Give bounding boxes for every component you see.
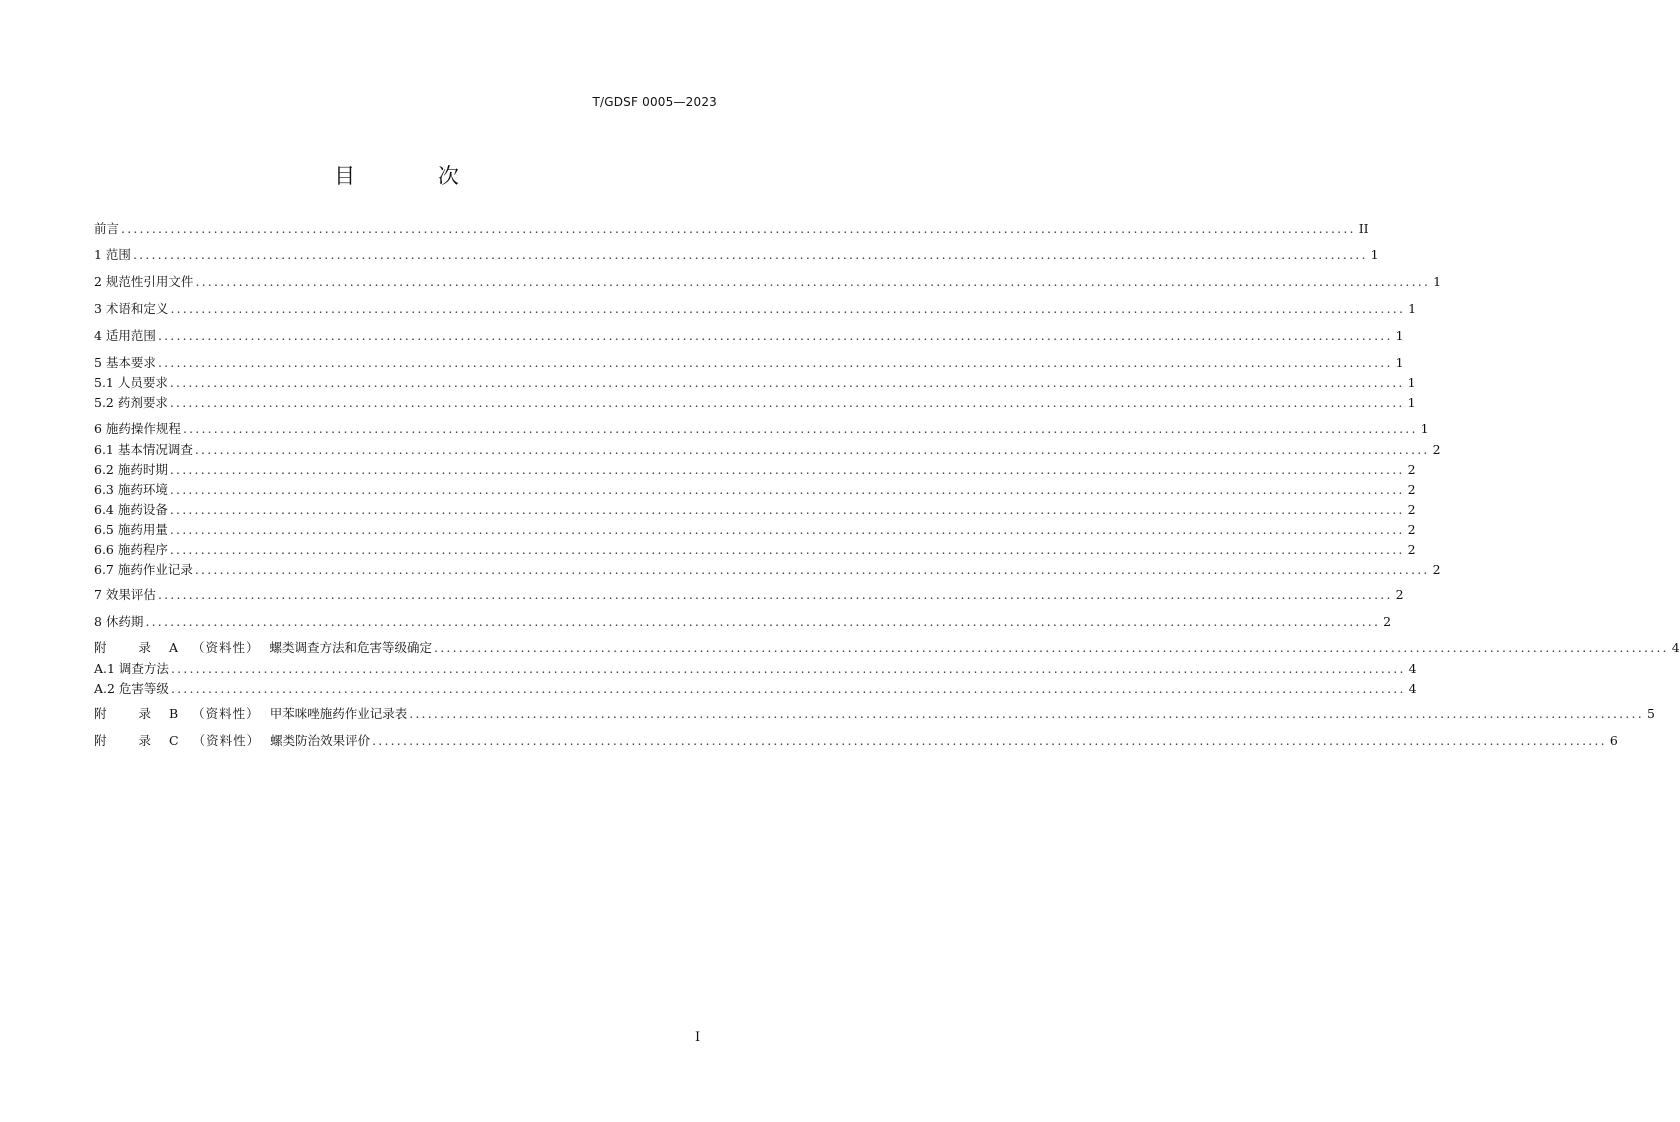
toc-entry-label: 4 适用范围: [94, 328, 156, 343]
toc-entry-label: [94, 732, 372, 750]
toc-entry-page: 1: [1433, 274, 1442, 289]
toc-entry-6-5[interactable]: [94, 521, 1416, 539]
toc-leader-dots: ........................................................................................................................................................................................................: [170, 681, 1406, 696]
toc-entry-6-4[interactable]: [94, 501, 1416, 519]
toc-entry-6-2[interactable]: [94, 461, 1416, 479]
toc-entry-label: 6.2 施药时期: [94, 462, 168, 477]
toc-entry-a-2[interactable]: [94, 680, 1417, 698]
toc-entry-page: 1: [1407, 395, 1416, 410]
toc-entry-label: 6.4 施药设备: [94, 502, 168, 517]
toc-leader-dots: ........................................................................................................................................................................................................: [169, 542, 1405, 557]
annex-title: 螺类防治效果评价: [270, 733, 371, 748]
toc-entry-7[interactable]: [94, 586, 1404, 604]
toc-entry-6-1[interactable]: [94, 441, 1441, 459]
toc-entry-5-1[interactable]: [94, 374, 1416, 392]
toc-entry-6-6[interactable]: [94, 541, 1416, 559]
toc-entry-page: 1: [1395, 328, 1404, 343]
toc-leader-dots: ........................................................................................................................................................................................................: [157, 355, 1393, 370]
annex-prefix: 附 录: [94, 733, 165, 748]
toc-entry-label: 2 规范性引用文件: [94, 274, 194, 289]
toc-entry-label: 6.7 施药作业记录: [94, 562, 193, 577]
toc-entry-page: 1: [1395, 355, 1404, 370]
toc-leader-dots: ........................................................................................................................................................................................................: [169, 462, 1405, 477]
toc-entry-page: 1: [1370, 247, 1379, 262]
toc-leader-dots: ........................................................................................................................................................................................................: [170, 661, 1406, 676]
annex-type: （资料性）: [192, 640, 260, 655]
toc-entry-label: 6.6 施药程序: [94, 542, 168, 557]
toc-entry-page: 2: [1407, 502, 1416, 517]
toc-leader-dots: ........................................................................................................................................................................................................: [182, 421, 1418, 436]
toc-entry-page: 1: [1420, 421, 1429, 436]
toc-leader-dots: ........................................................................................................................................................................................................: [157, 328, 1393, 343]
toc-leader-dots: ........................................................................................................................................................................................................: [372, 733, 1607, 748]
toc-entry-page: 4: [1671, 640, 1680, 655]
toc-entry-foreword[interactable]: [94, 220, 1369, 238]
toc-entry-label: 5.2 药剂要求: [94, 395, 168, 410]
annex-letter: B: [168, 706, 179, 721]
toc-entry-5-2[interactable]: [94, 394, 1416, 412]
annex-prefix: 附 录: [94, 706, 165, 721]
toc-entry-page: 2: [1383, 614, 1392, 629]
toc-entry-label: 3 术语和定义: [94, 301, 169, 316]
toc-entry-annex-c[interactable]: [94, 732, 1618, 750]
toc-entry-page: 2: [1407, 462, 1416, 477]
toc-entry-page: 6: [1609, 733, 1618, 748]
toc-entry-1[interactable]: [94, 246, 1379, 264]
toc-title: 目 次: [334, 164, 497, 188]
toc-entry-page: 4: [1408, 661, 1417, 676]
toc-entry-label: 8 休药期: [94, 614, 144, 629]
toc-leader-dots: ........................................................................................................................................................................................................: [169, 482, 1405, 497]
toc-entry-3[interactable]: [94, 300, 1417, 318]
toc-entry-label: 6 施药操作规程: [94, 421, 181, 436]
toc-entry-label: 6.5 施药用量: [94, 522, 168, 537]
toc-leader-dots: ........................................................................................................................................................................................................: [434, 640, 1669, 655]
toc-leader-dots: ........................................................................................................................................................................................................: [169, 502, 1405, 517]
toc-entry-page: 2: [1407, 482, 1416, 497]
toc-entry-annex-b[interactable]: [94, 705, 1655, 723]
annex-title: 螺类调查方法和危害等级确定: [269, 640, 433, 655]
toc-entry-8[interactable]: [94, 613, 1392, 631]
toc-entry-page: 2: [1432, 442, 1441, 457]
toc-entry-2[interactable]: [94, 273, 1442, 291]
toc-leader-dots: ........................................................................................................................................................................................................: [145, 614, 1381, 629]
toc-leader-dots: ........................................................................................................................................................................................................: [194, 442, 1430, 457]
toc-entry-label: A.1 调查方法: [94, 661, 169, 676]
annex-type: （资料性）: [192, 733, 261, 748]
toc-entry-label: 6.3 施药环境: [94, 482, 168, 497]
toc-leader-dots: ........................................................................................................................................................................................................: [170, 301, 1406, 316]
toc-entry-page: 2: [1395, 587, 1404, 602]
toc-entry-page: 1: [1408, 301, 1417, 316]
toc-entry-label: [94, 705, 409, 723]
toc-leader-dots: ........................................................................................................................................................................................................: [157, 587, 1393, 602]
toc-entry-label: [94, 639, 434, 657]
toc-entry-label: 7 效果评估: [94, 587, 156, 602]
toc-entry-page: 1: [1407, 375, 1416, 390]
document-code: T/GDSF 0005—2023: [592, 95, 717, 109]
toc-leader-dots: ........................................................................................................................................................................................................: [132, 247, 1368, 262]
annex-letter: C: [168, 733, 179, 748]
annex-type: （资料性）: [192, 706, 260, 721]
toc-entry-page: 4: [1408, 681, 1417, 696]
toc-entry-page: 2: [1407, 542, 1416, 557]
toc-entry-label: 5.1 人员要求: [94, 375, 168, 390]
toc-leader-dots: ........................................................................................................................................................................................................: [195, 274, 1431, 289]
annex-prefix: 附 录: [94, 640, 165, 655]
annex-letter: A: [168, 640, 179, 655]
toc-entry-6-7[interactable]: [94, 561, 1441, 579]
toc-entry-label: 5 基本要求: [94, 355, 156, 370]
toc-leader-dots: ........................................................................................................................................................................................................: [121, 221, 1356, 236]
page-number: I: [695, 1030, 701, 1045]
toc-entry-label: 6.1 基本情况调查: [94, 442, 193, 457]
toc-leader-dots: ........................................................................................................................................................................................................: [169, 522, 1405, 537]
toc-entry-5[interactable]: [94, 354, 1404, 372]
toc-entry-6-3[interactable]: [94, 481, 1416, 499]
annex-title: 甲苯咪唑施药作业记录表: [269, 706, 408, 721]
toc-entry-a-1[interactable]: [94, 660, 1417, 678]
toc-entry-4[interactable]: [94, 327, 1404, 345]
toc-entry-page: 2: [1407, 522, 1416, 537]
toc-leader-dots: ........................................................................................................................................................................................................: [169, 375, 1405, 390]
toc-leader-dots: ........................................................................................................................................................................................................: [194, 562, 1430, 577]
toc-leader-dots: ........................................................................................................................................................................................................: [409, 706, 1644, 721]
toc-entry-6[interactable]: [94, 420, 1429, 438]
toc-entry-label: A.2 危害等级: [94, 681, 169, 696]
toc-entry-label: 前言: [94, 221, 120, 236]
toc-entry-page: II: [1358, 221, 1369, 236]
toc-entry-page: 2: [1432, 562, 1441, 577]
toc-entry-annex-a[interactable]: [94, 639, 1680, 657]
toc-leader-dots: ........................................................................................................................................................................................................: [169, 395, 1405, 410]
toc-entry-label: 1 范围: [94, 247, 131, 262]
toc-entry-page: 5: [1646, 706, 1655, 721]
